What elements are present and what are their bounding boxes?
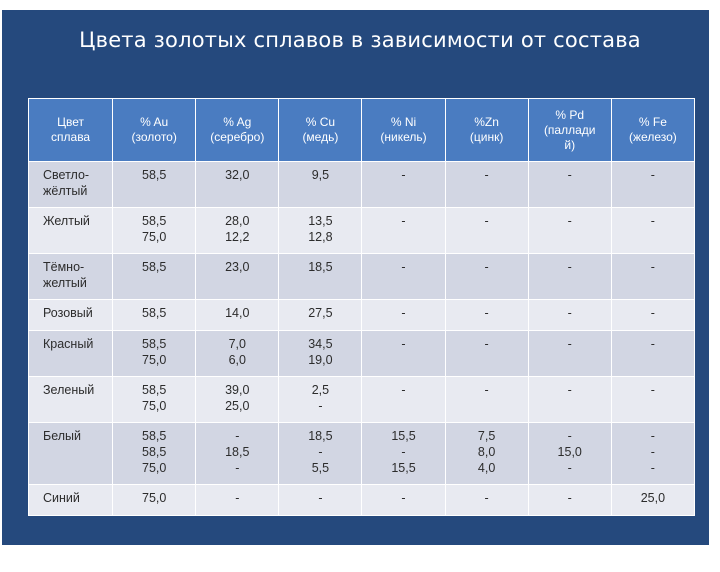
alloy-color: Розовый: [29, 300, 113, 331]
table-row: [29, 485, 695, 516]
zn-value: -: [445, 377, 528, 423]
ni-value: -: [362, 300, 445, 331]
zn-value: -: [445, 254, 528, 300]
au-value: 58,5 58,5 75,0: [113, 423, 196, 485]
cu-value: 13,5 12,8: [279, 208, 362, 254]
au-value: 58,5 75,0: [113, 208, 196, 254]
ni-value: -: [362, 377, 445, 423]
zn-value: 7,5 8,0 4,0: [445, 423, 528, 485]
pd-value: -: [528, 300, 611, 331]
ag-value: -: [196, 485, 279, 516]
zn-value: -: [445, 208, 528, 254]
table-body: [29, 162, 695, 516]
fe-value: -: [611, 377, 694, 423]
ag-value: 32,0: [196, 162, 279, 208]
cu-value: 18,5 - 5,5: [279, 423, 362, 485]
pd-value: -: [528, 485, 611, 516]
pd-value: -: [528, 254, 611, 300]
ni-value: -: [362, 331, 445, 377]
pd-value: -: [528, 208, 611, 254]
alloy-table: [28, 98, 695, 516]
page-title: Цвета золотых сплавов в зависимости от состава: [79, 28, 641, 52]
table-row: [29, 254, 695, 300]
zn-value: -: [445, 162, 528, 208]
cu-value: 2,5 -: [279, 377, 362, 423]
au-value: 58,5: [113, 162, 196, 208]
fe-value: 25,0: [611, 485, 694, 516]
ag-value: 39,0 25,0: [196, 377, 279, 423]
ag-value: 7,0 6,0: [196, 331, 279, 377]
ni-value: 15,5 - 15,5: [362, 423, 445, 485]
alloy-color: Зеленый: [29, 377, 113, 423]
ag-value: 23,0: [196, 254, 279, 300]
cu-value: 34,5 19,0: [279, 331, 362, 377]
zn-value: -: [445, 485, 528, 516]
pd-value: -: [528, 162, 611, 208]
ag-value: 14,0: [196, 300, 279, 331]
pd-value: - 15,0 -: [528, 423, 611, 485]
zn-value: -: [445, 331, 528, 377]
header-color: Цвет сплава: [29, 99, 113, 162]
au-value: 58,5: [113, 300, 196, 331]
fe-value: -: [611, 331, 694, 377]
alloy-color: Тёмно- желтый: [29, 254, 113, 300]
au-value: 75,0: [113, 485, 196, 516]
pd-value: -: [528, 377, 611, 423]
header-cu: % Cu (медь): [279, 99, 362, 162]
ag-value: 28,0 12,2: [196, 208, 279, 254]
header-ni: % Ni (никель): [362, 99, 445, 162]
cu-value: 9,5: [279, 162, 362, 208]
header-ag: % Ag (серебро): [196, 99, 279, 162]
fe-value: -: [611, 254, 694, 300]
alloy-color: Желтый: [29, 208, 113, 254]
ni-value: -: [362, 485, 445, 516]
alloy-color: Красный: [29, 331, 113, 377]
cu-value: 18,5: [279, 254, 362, 300]
table-row: [29, 423, 695, 485]
ni-value: -: [362, 162, 445, 208]
ni-value: -: [362, 208, 445, 254]
fe-value: -: [611, 208, 694, 254]
table-row: [29, 208, 695, 254]
header-zn: %Zn (цинк): [445, 99, 528, 162]
zn-value: -: [445, 300, 528, 331]
table-header-row: [29, 99, 695, 162]
cu-value: 27,5: [279, 300, 362, 331]
pd-value: -: [528, 331, 611, 377]
fe-value: -: [611, 300, 694, 331]
table-row: [29, 300, 695, 331]
cu-value: -: [279, 485, 362, 516]
header-au: % Au (золото): [113, 99, 196, 162]
au-value: 58,5 75,0: [113, 331, 196, 377]
header-pd: % Pd (паллади й): [528, 99, 611, 162]
alloy-color: Светло- жёлтый: [29, 162, 113, 208]
table-row: [29, 162, 695, 208]
header-fe: % Fe (железо): [611, 99, 694, 162]
au-value: 58,5: [113, 254, 196, 300]
alloy-color: Белый: [29, 423, 113, 485]
table-row: [29, 331, 695, 377]
fe-value: -: [611, 162, 694, 208]
ni-value: -: [362, 254, 445, 300]
ag-value: - 18,5 -: [196, 423, 279, 485]
au-value: 58,5 75,0: [113, 377, 196, 423]
fe-value: - - -: [611, 423, 694, 485]
table-row: [29, 377, 695, 423]
alloy-color: Синий: [29, 485, 113, 516]
